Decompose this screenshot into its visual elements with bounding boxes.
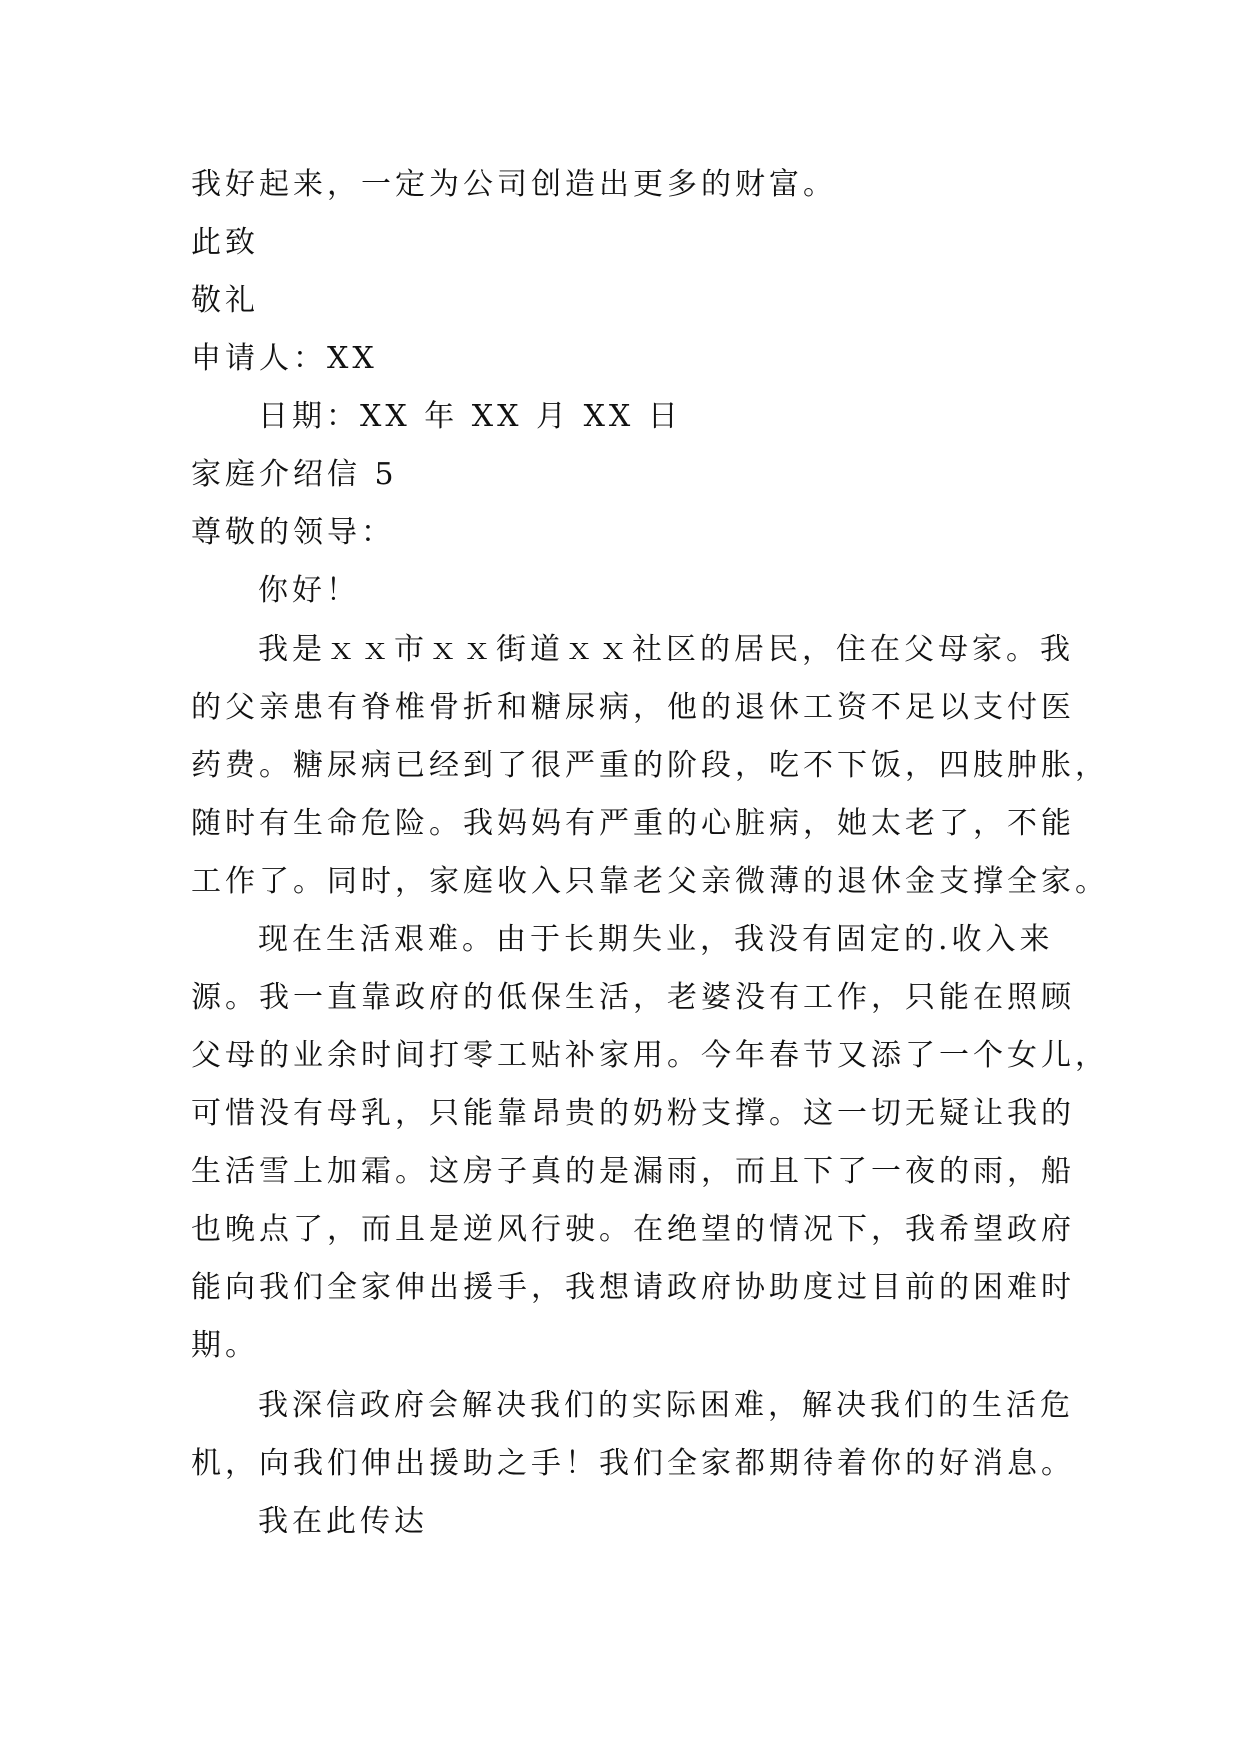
closing-regards: 敬礼 [191,283,259,318]
paragraph-line: 可惜没有母乳，只能靠昂贵的奶粉支撑。这一切无疑让我的 [191,1096,1075,1131]
paragraph-line: 现在生活艰难。由于长期失业，我没有固定的.收入来 [258,922,1054,957]
closing-salutation: 此致 [191,225,259,260]
paragraph-line: 工作了。同时，家庭收入只靠老父亲微薄的退休金支撑全家。 [191,864,1109,899]
applicant-line: 申请人：XX [191,341,378,376]
paragraph-line: 能向我们全家伸出援手，我想请政府协助度过目前的困难时 [191,1270,1075,1305]
section-title: 家庭介绍信 5 [191,457,398,492]
date-line: 日期：XX 年 XX 月 XX 日 [258,399,682,434]
paragraph-line: 源。我一直靠政府的低保生活，老婆没有工作，只能在照顾 [191,980,1075,1015]
paragraph-line: 期。 [191,1328,259,1363]
paragraph-line: 机，向我们伸出援助之手！我们全家都期待着你的好消息。 [191,1446,1075,1481]
paragraph-line: 我深信政府会解决我们的实际困难，解决我们的生活危 [258,1388,1074,1423]
paragraph-line: 父母的业余时间打零工贴补家用。今年春节又添了一个女儿， [191,1038,1109,1073]
text-line: 我好起来，一定为公司创造出更多的财富。 [191,167,837,202]
letter-hello: 你好！ [258,573,360,608]
paragraph-line: 的父亲患有脊椎骨折和糖尿病，他的退休工资不足以支付医 [191,690,1075,725]
paragraph-line: 药费。糖尿病已经到了很严重的阶段，吃不下饭，四肢肿胀， [191,748,1109,783]
paragraph-line: 也晚点了，而且是逆风行驶。在绝望的情况下，我希望政府 [191,1212,1075,1247]
paragraph-line: 随时有生命危险。我妈妈有严重的心脏病，她太老了，不能 [191,806,1075,841]
letter-greeting: 尊敬的领导： [191,515,395,550]
paragraph-line: 生活雪上加霜。这房子真的是漏雨，而且下了一夜的雨，船 [191,1154,1075,1189]
paragraph-line: 我在此传达 [258,1504,428,1539]
paragraph-line: 我是ｘｘ市ｘｘ街道ｘｘ社区的居民，住在父母家。我 [258,632,1074,667]
